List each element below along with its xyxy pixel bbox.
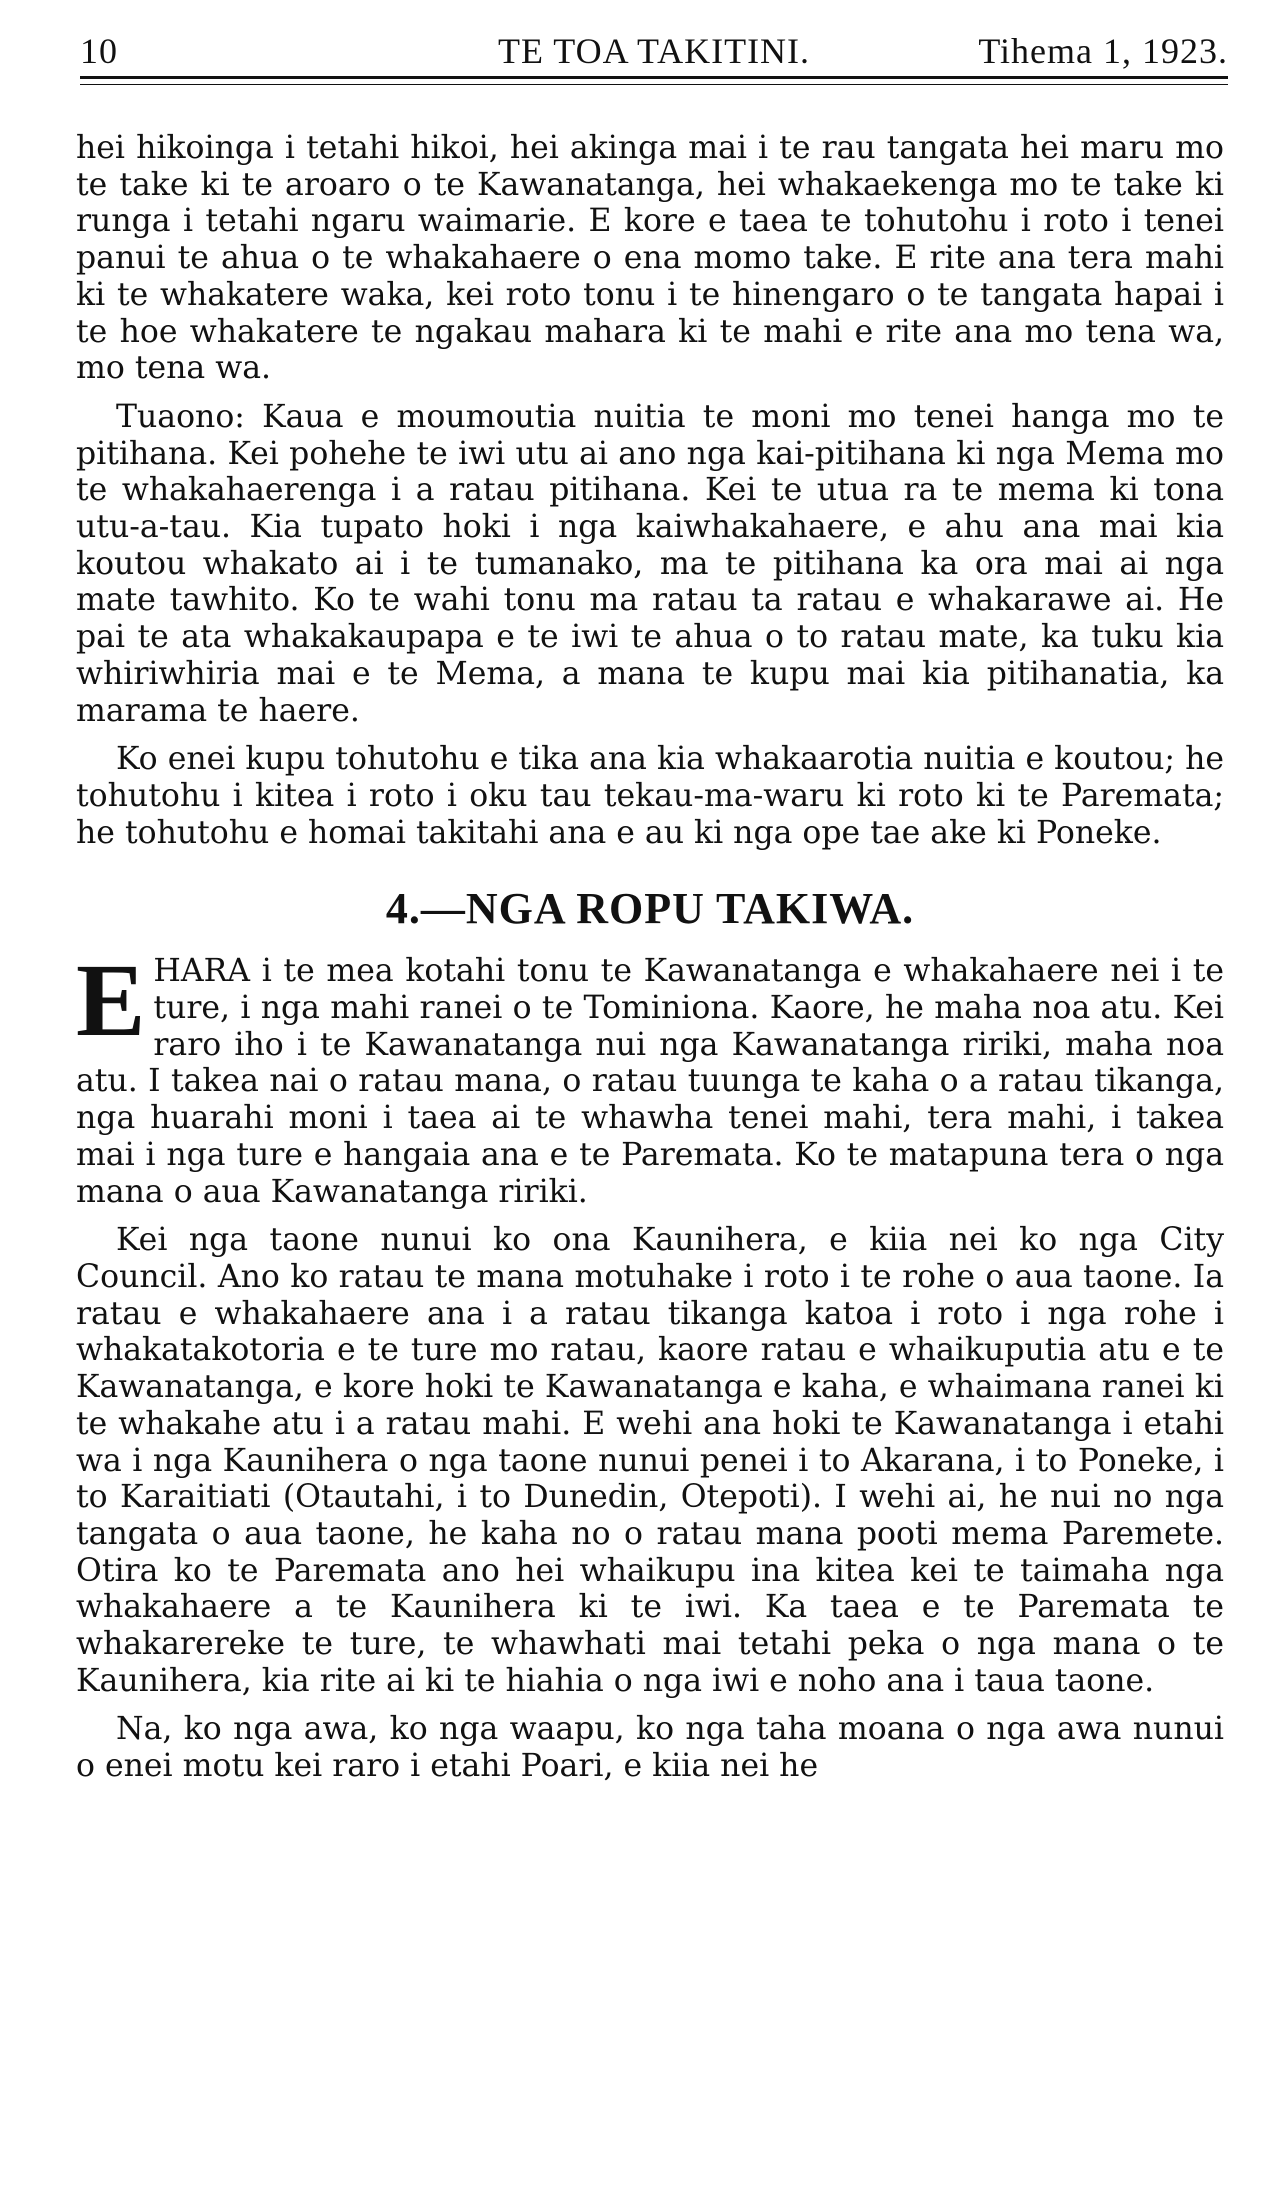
- paragraph-continued: hei hikoinga i tetahi hikoi, hei akinga mai i te rau tangata hei maru mo te take ki te aroaro o te Kawanatanga, hei whakaekenga mo te take ki runga i tetahi ngaru waimarie. E kore e taea te tohutohu i roto i tenei panui te ahua o te whakahaere o ena momo take. E rite ana tera mahi ki te whakatere waka, kei roto tonu i te hinengaro o te tangata hapai i te hoe whakatere te ngakau mahara ki te mahi e rite ana mo tena wa, mo tena wa.: [76, 130, 1224, 387]
- article-body: [76, 130, 1224, 1797]
- section-first-paragraph-text: HARA i te mea kotahi tonu te Kawanatanga e whakahaere nei i te ture, i nga mahi ranei o te Tominiona. Kaore, he maha noa atu. Kei raro iho i te Kawanatanga nui nga Kawanatanga ririki, maha noa atu. I takea nai o ratau mana, o ratau tuunga te kaha o a ratau tikanga, nga huarahi moni i taea ai te whawha tenei mahi, tera mahi, i takea mai i nga ture e hangaia ana e te Paremata. Ko te matapuna tera o nga mana o aua Kawanatanga ririki.: [76, 953, 1224, 1210]
- paragraph-advice: Ko enei kupu tohutohu e tika ana kia whakaarotia nuitia e koutou; he tohutohu i kitea i roto i oku tau tekau-ma-waru ki roto ki te Paremata; he tohutohu e homai takitahi ana e au ki nga ope tae ake ki Poneke.: [76, 741, 1224, 851]
- paragraph-poari: Na, ko nga awa, ko nga waapu, ko nga taha moana o nga awa nunui o enei motu kei raro i etahi Poari, e kiia nei he: [76, 1711, 1224, 1785]
- section-first-paragraph: [76, 943, 1224, 1210]
- page-number: 10: [80, 31, 118, 71]
- drop-cap: E: [76, 943, 146, 1059]
- page-header: [80, 30, 1228, 80]
- publication-title: TE TOA TAKITINI.: [497, 31, 811, 71]
- paragraph-tuaono: Tuaono: Kaua e moumoutia nuitia te moni mo tenei hanga mo te pitihana. Kei pohehe te iwi utu ai ano nga kai-pitihana ki nga Mema mo te whakahaerenga i a ratau pitihana. Kei te utua ra te mema ki tona utu-a-tau. Kia tupato hoki i nga kaiwhakahaere, e ahu ana mai kia koutou whakato ai i te tumanako, ma te pitihana ka ora mai ai nga mate tawhito. Ko te wahi tonu ma ratau ta ratau e whakarawe ai. He pai te ata whakakaupapa e te iwi te ahua o to ratau mate, ka tuku kia whiriwhiria mai e te Mema, a mana te kupu mai kia pitihanatia, ka marama te haere.: [76, 398, 1224, 729]
- paragraph-kaunihera: Kei nga taone nunui ko ona Kaunihera, e kiia nei ko nga City Council. Ano ko ratau te mana motuhake i roto i te rohe o aua taone. Ia ratau e whakahaere ana i a ratau tikanga katoa i roto i nga rohe i whakatakotoria e te ture mo ratau, kaore ratau e whaikuputia atu e te Kawanatanga, e kore hoki te Kawanatanga e kaha, e whaimana ranei ki te whakahe atu i a ratau mahi. E wehi ana hoki te Kawanatanga i etahi wa i nga Kaunihera o nga taone nunui penei i to Akarana, i to Poneke, i to Karaitiati (Otautahi, i to Dunedin, Otepoti). I wehi ai, he nui no nga tangata o aua taone, he kaha no o ratau mana pooti mema Paremete. Otira ko te Paremata ano hei whaikupu ina kitea kei te taimaha nga whakahaere a te Kaunihera ki te iwi. Ka taea e te Paremata te whakarereke te ture, te whawhati mai tetahi peka o nga mana o te Kaunihera, kia rite ai ki te hiahia o nga iwi e noho ana i taua taone.: [76, 1222, 1224, 1699]
- header-rule-thick: [80, 76, 1228, 79]
- header-rule-thin: [80, 84, 1228, 85]
- section-heading: 4.—NGA ROPU TAKIWA.: [385, 884, 915, 934]
- issue-date: Tihema 1, 1923.: [978, 31, 1228, 71]
